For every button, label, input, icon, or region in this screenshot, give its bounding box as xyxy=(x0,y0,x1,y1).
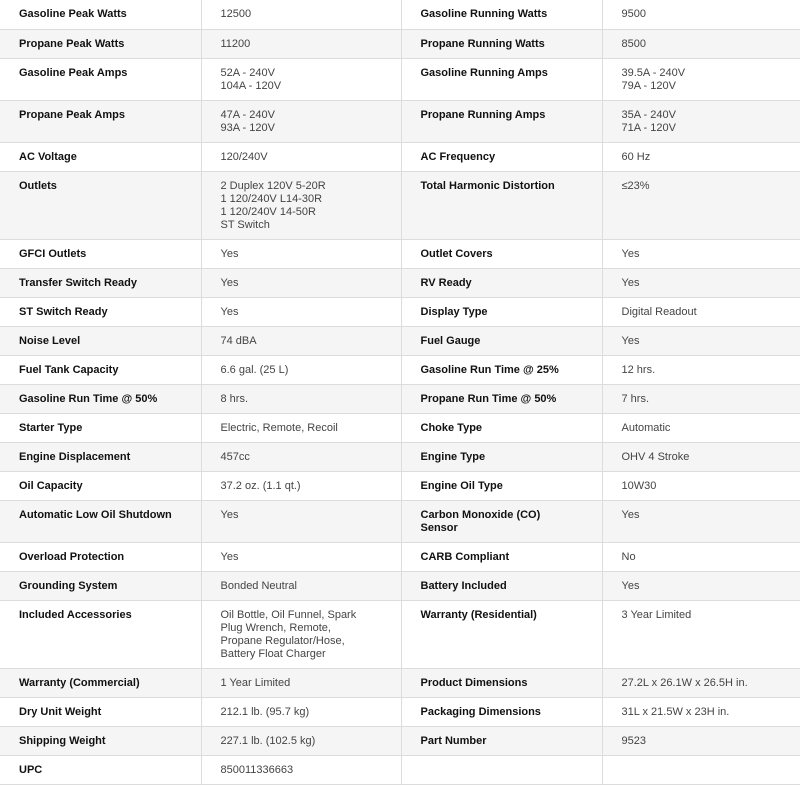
spec-label: Included Accessories xyxy=(0,600,201,668)
spec-row xyxy=(0,326,800,355)
spec-value: 2 Duplex 120V 5-20R 1 120/240V L14-30R 1 120/240V 14-50R ST Switch xyxy=(201,171,401,239)
spec-label: Product Dimensions xyxy=(401,668,602,697)
spec-label: RV Ready xyxy=(401,268,602,297)
spec-value: 35A - 240V 71A - 120V xyxy=(602,100,800,142)
spec-row xyxy=(0,413,800,442)
spec-row xyxy=(0,0,800,29)
spec-label: Fuel Gauge xyxy=(401,326,602,355)
spec-value: No xyxy=(602,542,800,571)
spec-row xyxy=(0,239,800,268)
spec-label: Gasoline Run Time @ 25% xyxy=(401,355,602,384)
spec-value: Yes xyxy=(201,542,401,571)
spec-value: 227.1 lb. (102.5 kg) xyxy=(201,726,401,755)
spec-value: 39.5A - 240V 79A - 120V xyxy=(602,58,800,100)
spec-row xyxy=(0,542,800,571)
spec-row xyxy=(0,384,800,413)
spec-value: 31L x 21.5W x 23H in. xyxy=(602,697,800,726)
spec-value: 10W30 xyxy=(602,471,800,500)
spec-row xyxy=(0,142,800,171)
spec-row xyxy=(0,268,800,297)
spec-row xyxy=(0,668,800,697)
spec-row xyxy=(0,471,800,500)
spec-row xyxy=(0,297,800,326)
spec-label xyxy=(401,755,602,784)
spec-value: OHV 4 Stroke xyxy=(602,442,800,471)
spec-label: UPC xyxy=(0,755,201,784)
spec-label: Grounding System xyxy=(0,571,201,600)
spec-row xyxy=(0,171,800,239)
spec-value: 9500 xyxy=(602,0,800,29)
spec-value: 74 dBA xyxy=(201,326,401,355)
spec-value: Yes xyxy=(201,239,401,268)
spec-value: 7 hrs. xyxy=(602,384,800,413)
spec-value: 8 hrs. xyxy=(201,384,401,413)
spec-label: Packaging Dimensions xyxy=(401,697,602,726)
spec-row xyxy=(0,755,800,784)
spec-label: Overload Protection xyxy=(0,542,201,571)
spec-label: Engine Displacement xyxy=(0,442,201,471)
spec-value: 3 Year Limited xyxy=(602,600,800,668)
spec-value: 12 hrs. xyxy=(602,355,800,384)
spec-label: Warranty (Commercial) xyxy=(0,668,201,697)
spec-label: Propane Running Amps xyxy=(401,100,602,142)
spec-label: Engine Oil Type xyxy=(401,471,602,500)
spec-value: 850011336663 xyxy=(201,755,401,784)
spec-value: 212.1 lb. (95.7 kg) xyxy=(201,697,401,726)
spec-value: Oil Bottle, Oil Funnel, Spark Plug Wrench, Remote, Propane Regulator/Hose, Battery Float Charger xyxy=(201,600,401,668)
spec-label: Warranty (Residential) xyxy=(401,600,602,668)
spec-label: Outlets xyxy=(0,171,201,239)
spec-label: Part Number xyxy=(401,726,602,755)
spec-label: Fuel Tank Capacity xyxy=(0,355,201,384)
spec-label: Shipping Weight xyxy=(0,726,201,755)
spec-value: Automatic xyxy=(602,413,800,442)
spec-value: 47A - 240V 93A - 120V xyxy=(201,100,401,142)
spec-value: ≤23% xyxy=(602,171,800,239)
spec-label: Battery Included xyxy=(401,571,602,600)
spec-value: 6.6 gal. (25 L) xyxy=(201,355,401,384)
spec-row xyxy=(0,442,800,471)
spec-value: Bonded Neutral xyxy=(201,571,401,600)
spec-value: Digital Readout xyxy=(602,297,800,326)
spec-value: Yes xyxy=(201,500,401,542)
spec-label: AC Frequency xyxy=(401,142,602,171)
spec-value: Yes xyxy=(602,500,800,542)
spec-row xyxy=(0,100,800,142)
spec-label: Gasoline Running Amps xyxy=(401,58,602,100)
spec-value: Yes xyxy=(602,239,800,268)
spec-value: Yes xyxy=(602,571,800,600)
spec-row xyxy=(0,600,800,668)
spec-value: 52A - 240V 104A - 120V xyxy=(201,58,401,100)
spec-label: ST Switch Ready xyxy=(0,297,201,326)
spec-row xyxy=(0,726,800,755)
spec-value: Yes xyxy=(201,297,401,326)
spec-value: 60 Hz xyxy=(602,142,800,171)
spec-value: Yes xyxy=(602,326,800,355)
spec-row xyxy=(0,571,800,600)
spec-label: Carbon Monoxide (CO) Sensor xyxy=(401,500,602,542)
spec-row xyxy=(0,697,800,726)
spec-value: 27.2L x 26.1W x 26.5H in. xyxy=(602,668,800,697)
spec-label: Automatic Low Oil Shutdown xyxy=(0,500,201,542)
spec-row xyxy=(0,58,800,100)
spec-label: Propane Running Watts xyxy=(401,29,602,58)
spec-label: CARB Compliant xyxy=(401,542,602,571)
spec-value: 11200 xyxy=(201,29,401,58)
spec-label: Dry Unit Weight xyxy=(0,697,201,726)
spec-label: GFCI Outlets xyxy=(0,239,201,268)
spec-label: Gasoline Running Watts xyxy=(401,0,602,29)
spec-value: 37.2 oz. (1.1 qt.) xyxy=(201,471,401,500)
spec-label: AC Voltage xyxy=(0,142,201,171)
spec-value: Yes xyxy=(201,268,401,297)
spec-row xyxy=(0,355,800,384)
spec-label: Propane Peak Watts xyxy=(0,29,201,58)
spec-label: Transfer Switch Ready xyxy=(0,268,201,297)
spec-value: 457cc xyxy=(201,442,401,471)
spec-label: Gasoline Run Time @ 50% xyxy=(0,384,201,413)
spec-value: 8500 xyxy=(602,29,800,58)
spec-label: Display Type xyxy=(401,297,602,326)
spec-value: Yes xyxy=(602,268,800,297)
spec-label: Total Harmonic Distortion xyxy=(401,171,602,239)
spec-value: 9523 xyxy=(602,726,800,755)
spec-value: Electric, Remote, Recoil xyxy=(201,413,401,442)
spec-row xyxy=(0,29,800,58)
spec-label: Oil Capacity xyxy=(0,471,201,500)
spec-label: Noise Level xyxy=(0,326,201,355)
spec-label: Gasoline Peak Amps xyxy=(0,58,201,100)
spec-value: 120/240V xyxy=(201,142,401,171)
spec-label: Starter Type xyxy=(0,413,201,442)
spec-label: Choke Type xyxy=(401,413,602,442)
spec-label: Gasoline Peak Watts xyxy=(0,0,201,29)
spec-row xyxy=(0,500,800,542)
spec-label: Propane Peak Amps xyxy=(0,100,201,142)
spec-value: 1 Year Limited xyxy=(201,668,401,697)
spec-label: Outlet Covers xyxy=(401,239,602,268)
spec-value: 12500 xyxy=(201,0,401,29)
spec-label: Propane Run Time @ 50% xyxy=(401,384,602,413)
spec-label: Engine Type xyxy=(401,442,602,471)
spec-value xyxy=(602,755,800,784)
